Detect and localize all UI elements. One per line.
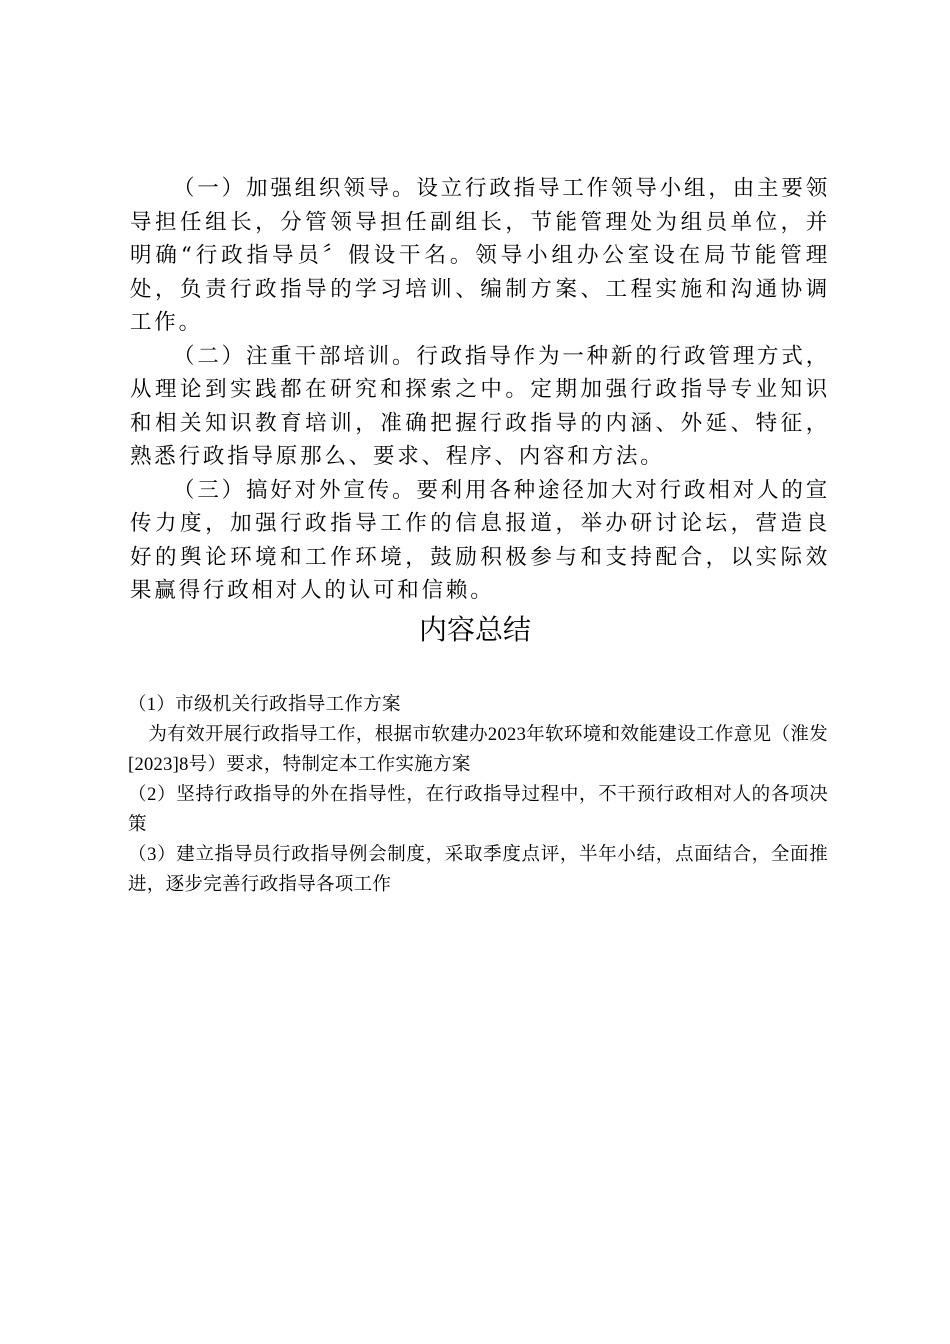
summary-title: 内容总结 bbox=[418, 615, 531, 646]
paragraph-organization-leadership: （一）加强组织领导。设立行政指导工作领导小组，由主要领导担任组长，分管领导担任副组长，节能管理处为组员单位，并明确“行政指导员〞假设干名。领导小组办公室设在局节能管理处，负责行政指导的学习培训、编制方案、工程实施和沟通协调工作。 bbox=[130, 176, 830, 335]
paragraph-cadre-training: （二）注重干部培训。行政指导作为一种新的行政管理方式，从理论到实践都在研究和探索之中。定期加强行政指导专业知识和相关知识教育培训，准确把握行政指导的内涵、外延、特征，熟悉行政指导原那么、要求、程序、内容和方法。 bbox=[130, 343, 830, 469]
paragraph-external-publicity: （三）搞好对外宣传。要利用各种途径加大对行政相对人的宣传力度，加强行政指导工作的信息报道，举办研讨论坛，营造良好的舆论环境和工作环境，鼓励积极参与和支持配合，以实际效果赢得行政相对人的认可和信赖。 bbox=[130, 477, 830, 603]
summary-item-3: （3）建立指导员行政指导例会制度，采取季度点评，半年小结，点面结合，全面推进，逐步完善行政指导各项工作 bbox=[128, 845, 828, 895]
summary-item-1-detail: 为有效开展行政指导工作，根据市软建办2023年软环境和效能建设工作意见（淮发[2023]8号）要求，特制定本工作实施方案 bbox=[128, 725, 828, 775]
body-section bbox=[130, 172, 830, 608]
summary-item-2: （2）坚持行政指导的外在指导性，在行政指导过程中，不干预行政相对人的各项决策 bbox=[128, 785, 828, 835]
summary-item-1: （1）市级机关行政指导工作方案 bbox=[128, 695, 401, 715]
summary-section bbox=[128, 690, 828, 900]
